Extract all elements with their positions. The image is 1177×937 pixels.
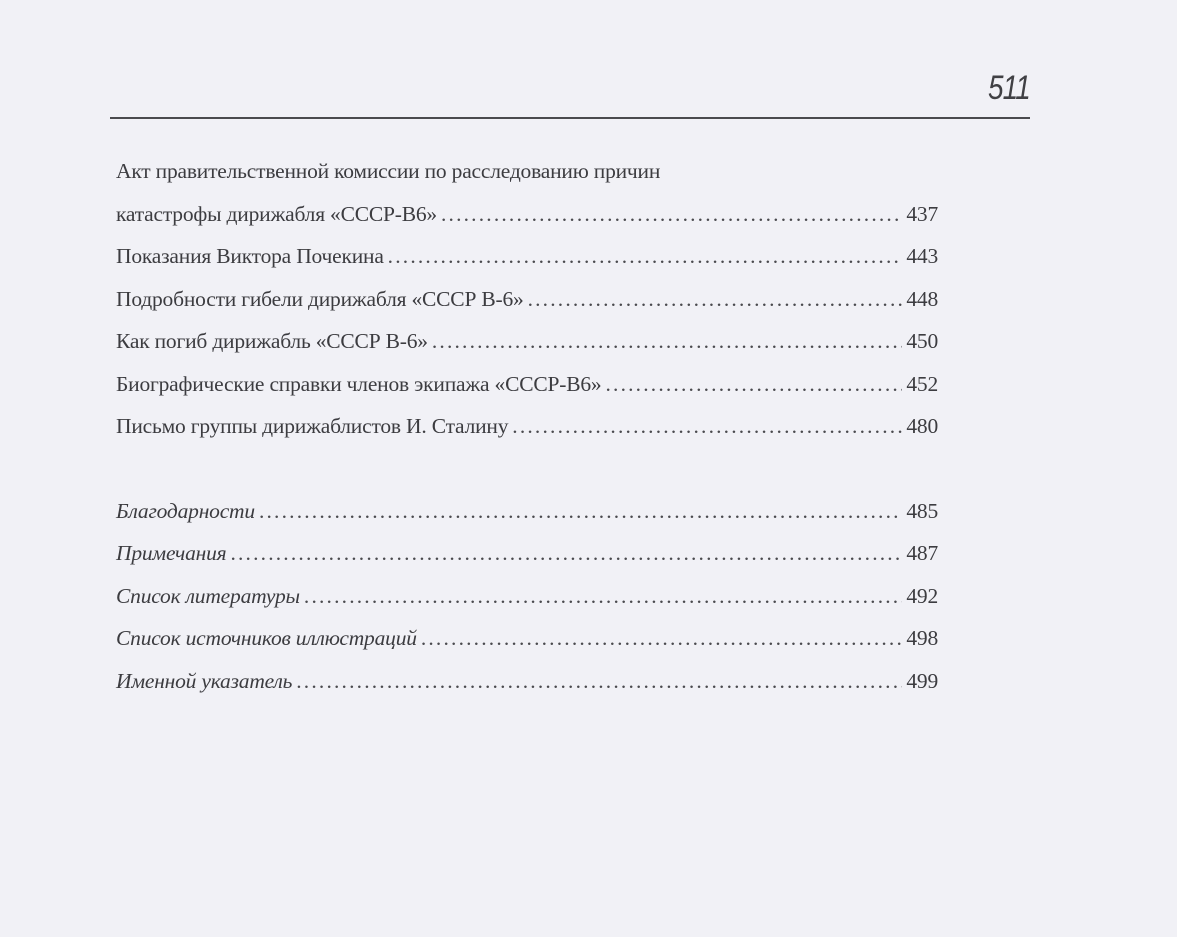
- toc-entry-title: Как погиб дирижабль «СССР В-6»: [116, 329, 428, 353]
- toc-entry-title: Биографические справки членов экипажа «СССР-В6»: [116, 371, 602, 396]
- toc-entry-page: 499: [906, 668, 938, 693]
- toc-entry-page: 448: [906, 286, 938, 311]
- toc-entry-page: 452: [906, 371, 938, 396]
- toc-entry-title: Подробности гибели дирижабля «СССР В-6»: [116, 286, 524, 311]
- toc-entry[interactable]: [116, 278, 938, 321]
- toc-entry-title: Список литературы: [116, 583, 300, 608]
- toc-entry-title: катастрофы дирижабля «СССР-В6»: [116, 201, 437, 226]
- toc-entry[interactable]: [116, 490, 938, 533]
- dot-leader: [528, 278, 903, 321]
- toc-entry[interactable]: [116, 235, 938, 278]
- toc-entry[interactable]: [116, 193, 938, 236]
- dot-leader: [259, 490, 902, 533]
- dot-leader: [512, 405, 902, 448]
- toc-entry[interactable]: [116, 320, 938, 363]
- table-of-contents: [116, 150, 938, 702]
- toc-entry-page: 492: [906, 583, 938, 608]
- header-rule: [110, 117, 1030, 119]
- dot-leader: [421, 617, 903, 660]
- toc-entry[interactable]: [116, 617, 938, 660]
- toc-entry-line-1: [116, 150, 938, 193]
- toc-entry-page: 485: [906, 498, 938, 523]
- toc-entry-title: Список источников иллюстраций: [116, 626, 417, 650]
- dot-leader: [441, 193, 902, 236]
- dot-leader: [230, 532, 902, 575]
- dot-leader: [432, 320, 903, 363]
- dot-leader: [388, 235, 903, 278]
- section-spacer: [116, 448, 938, 490]
- page-number: 511: [988, 69, 1030, 107]
- toc-entry-title: Показания Виктора Почекина: [116, 244, 384, 268]
- toc-entry-title: Именной указатель: [116, 668, 293, 693]
- toc-entry[interactable]: [116, 405, 938, 448]
- toc-entry-page: 437: [906, 201, 938, 226]
- toc-entry-page: 480: [906, 414, 938, 438]
- toc-entry[interactable]: [116, 575, 938, 618]
- toc-entry-title: Примечания: [116, 541, 227, 565]
- dot-leader: [605, 363, 902, 406]
- toc-entry[interactable]: [116, 363, 938, 406]
- toc-entry-page: 443: [906, 244, 938, 268]
- toc-entry-title: Письмо группы дирижаблистов И. Сталину: [116, 414, 509, 438]
- dot-leader: [304, 575, 902, 618]
- toc-entry-page: 487: [906, 541, 938, 565]
- toc-entry-page: 498: [906, 626, 938, 650]
- toc-entry-page: 450: [906, 329, 938, 353]
- toc-entry[interactable]: [116, 660, 938, 703]
- toc-entry-title: Акт правительственной комиссии по расследованию причин: [116, 159, 661, 183]
- dot-leader: [296, 660, 902, 703]
- toc-entry[interactable]: [116, 532, 938, 575]
- toc-entry-title: Благодарности: [116, 498, 255, 523]
